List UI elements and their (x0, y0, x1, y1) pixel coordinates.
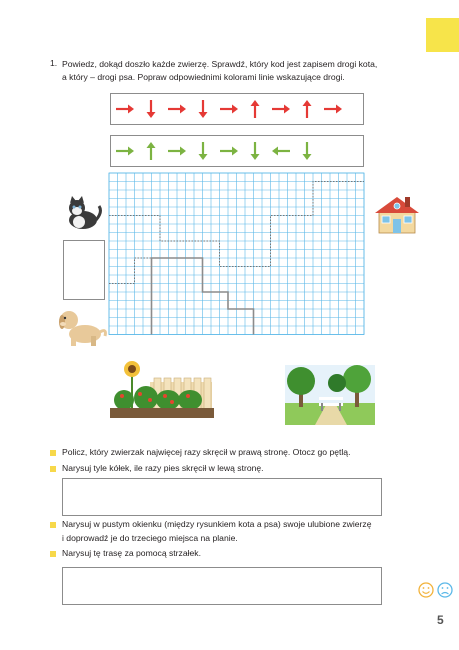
answer-box-arrows[interactable] (62, 567, 382, 605)
arrow-right-icon (168, 105, 186, 114)
arrow-right-icon (220, 105, 238, 114)
arrow-down-icon (147, 100, 156, 118)
arrow-right-icon (324, 105, 342, 114)
garden-picture (110, 360, 214, 425)
corner-color-tab (426, 18, 459, 52)
arrow-right-icon (168, 147, 186, 156)
arrow-right-icon (116, 105, 134, 114)
bullet-text-3-line-1: Narysuj w pustym okienku (między rysunkiem kota a psa) swoje ulubione zwierzę (62, 519, 372, 529)
task-instruction-line-2: a który – drogi psa. Popraw odpowiednimi kolorami linie wskazujące drogi. (62, 72, 345, 82)
bullet-marker (50, 551, 56, 557)
bullet-text-1: Policz, który zwierzak najwięcej razy skręcił w prawą stronę. Otocz go pętlą. (62, 447, 351, 457)
arrow-down-icon (303, 142, 312, 160)
answer-box-circles[interactable] (62, 478, 382, 516)
empty-drawing-box[interactable] (63, 240, 105, 300)
dog-picture (55, 306, 107, 353)
arrow-down-icon (199, 100, 208, 118)
bullet-text-3-line-2: i doprowadź je do trzeciego miejsca na planie. (62, 533, 238, 543)
arrow-right-icon (116, 147, 134, 156)
park-picture (285, 365, 375, 430)
bullet-text-4: Narysuj tę trasę za pomocą strzałek. (62, 548, 201, 558)
code-row-green (110, 135, 364, 167)
bullet-marker (50, 466, 56, 472)
bullet-marker (50, 450, 56, 456)
bullet-marker (50, 522, 56, 528)
arrow-down-icon (199, 142, 208, 160)
arrow-down-icon (251, 142, 260, 160)
bullet-text-2: Narysuj tyle kółek, ile razy pies skręcił w lewą stronę. (62, 463, 264, 473)
arrow-right-icon (220, 147, 238, 156)
happy-face-icon (419, 583, 433, 597)
task-instruction-line-1: Powiedz, dokąd doszło każde zwierzę. Sprawdź, który kod jest zapisem drogi kota, (62, 59, 378, 69)
arrow-up-icon (147, 142, 156, 160)
arrow-left-icon (272, 147, 290, 156)
page-number: 5 (437, 613, 444, 627)
arrow-up-icon (251, 100, 260, 118)
task-number: 1. (50, 58, 58, 68)
code-row-red (110, 93, 364, 125)
arrow-right-icon (272, 105, 290, 114)
arrow-up-icon (303, 100, 312, 118)
self-assessment-smileys (418, 582, 454, 603)
cat-picture (63, 196, 103, 235)
route-grid (108, 172, 365, 336)
sad-face-icon (438, 583, 452, 597)
house-picture (373, 193, 421, 240)
